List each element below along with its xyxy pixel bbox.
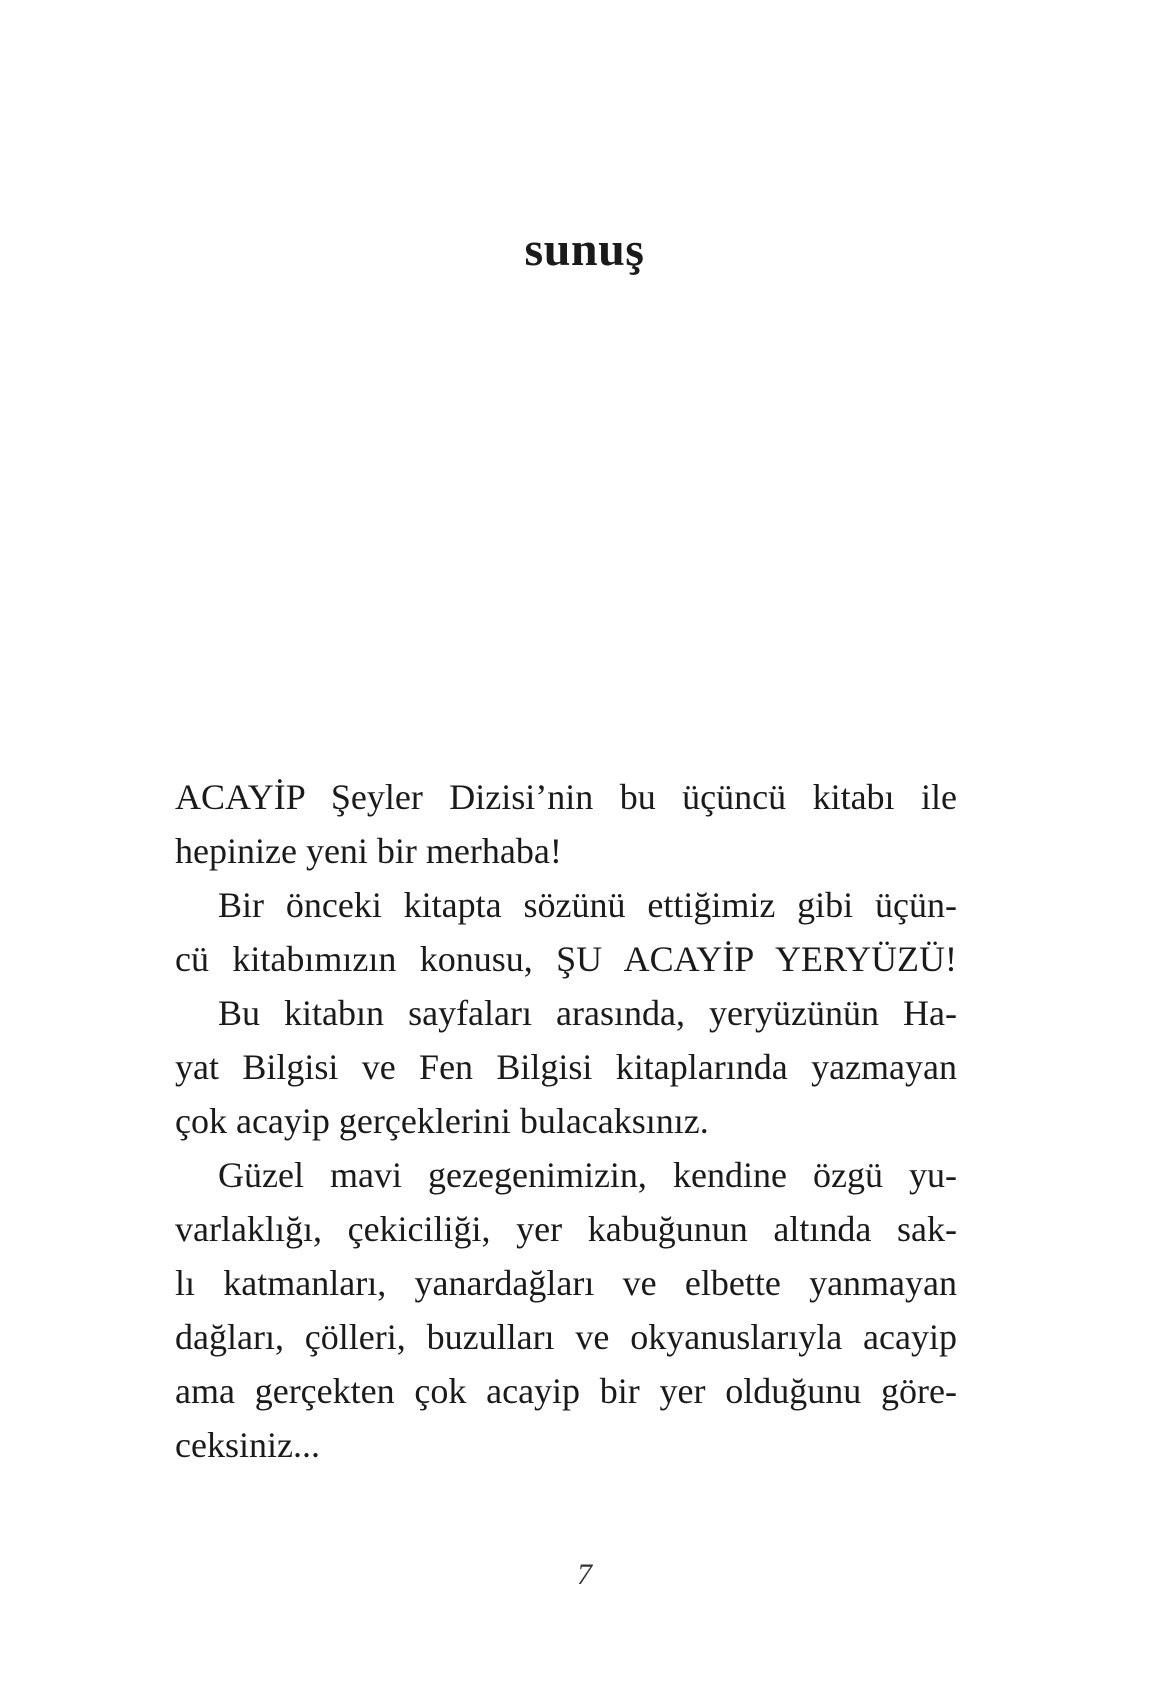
text-line: yat Bilgisi ve Fen Bilgisi kitaplarında yazmayan [175, 1047, 957, 1087]
text-line: dağları, çölleri, buzulları ve okyanuslarıyla acayip [175, 1317, 957, 1357]
text-line: lı katmanları, yanardağları ve elbette yanmayan [175, 1263, 957, 1303]
text-line: Bir önceki kitapta sözünü ettiğimiz gibi üçün- [218, 885, 957, 925]
text-line: Bu kitabın sayfaları arasında, yeryüzünün Ha- [218, 993, 957, 1033]
text-line: hepinize yeni bir merhaba! [175, 831, 562, 871]
page-title: sunuş [524, 223, 645, 276]
text-line: varlaklığı, çekiciliği, yer kabuğunun altında sak- [175, 1209, 957, 1249]
body-text [175, 770, 957, 1472]
text-line: Güzel mavi gezegenimizin, kendine özgü yu- [218, 1155, 957, 1195]
text-line: ama gerçekten çok acayip bir yer olduğunu göre- [175, 1371, 957, 1411]
page-number: 7 [577, 1558, 592, 1591]
text-line: ceksiniz... [175, 1425, 320, 1465]
text-line: cü kitabımızın konusu, ŞU ACAYİP YERYÜZÜ! [175, 939, 957, 979]
text-line: çok acayip gerçeklerini bulacaksınız. [175, 1101, 709, 1141]
text-line: ACAYİP Şeyler Dizisi’nin bu üçüncü kitabı ile [175, 777, 957, 817]
